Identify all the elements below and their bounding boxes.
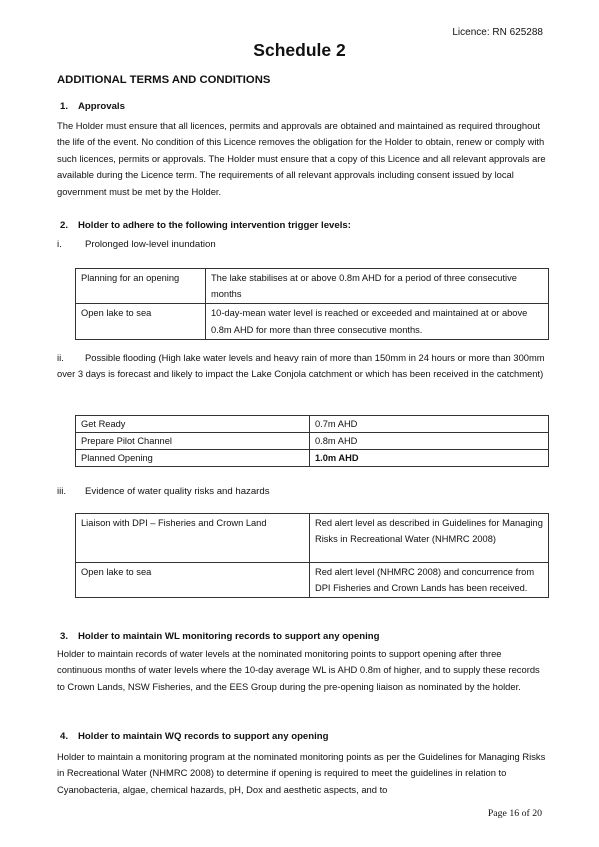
table-row (76, 304, 549, 339)
section-3-number: 3. (60, 631, 69, 642)
table-cell: Red alert level as described in Guidelines for Managing Risks in Recreational Water (NHMRC 2008) (310, 514, 549, 563)
item-i-number: i. (57, 239, 62, 250)
table-cell: 0.7m AHD (310, 416, 549, 433)
section-2-heading (57, 220, 351, 231)
section-1-body: The Holder must ensure that all licences, permits and approvals are obtained and maintained as required throughout the life of the event. No condition of this Licence removes the obligation for the Holder to obtain, renew or comply with such licences, permits or approvals. The Holder must ensure that a copy of this Licence and all relevant approvals are available during the Licence term. The requirements of all relevant approvals including consent issued by local government must be met by the Holder. (57, 120, 546, 197)
section-3-body: Holder to maintain records of water levels at the nominated monitoring points to support opening after three continuous months of water levels where the 10-day average WL is AHD 0.8m of higher, and to supply these records to Crown Lands, NSW Fisheries, and the EES Group during the pre-opening liaison as nominated by the holder. (57, 648, 540, 692)
licence-number: Licence: RN 625288 (452, 27, 543, 38)
section-4-body: Holder to maintain a monitoring program at the nominated monitoring points as per the Guidelines for Managing Risks in Recreational Water (NHMRC 2008) to determine if opening is required to meet the guidelines in relation to Cyanobacteria, algae, chemical hazards, pH, Dox and aesthetic aspects, and to (57, 751, 546, 795)
section-1-number: 1. (60, 101, 69, 112)
item-i (57, 239, 216, 250)
section-4-number: 4. (60, 731, 69, 742)
page-number: Page 16 of 20 (487, 808, 542, 819)
table-cell: 0.8m AHD (310, 433, 549, 450)
table-cell: Planned Opening (76, 450, 310, 467)
section-2-number: 2. (60, 220, 69, 231)
section-3-heading (57, 631, 380, 642)
item-ii (57, 350, 547, 383)
section-heading: ADDITIONAL TERMS AND CONDITIONS (57, 74, 271, 86)
item-ii-text: Possible flooding (High lake water levels and heavy rain of more than 150mm in 24 hours or more than 300mm over 3 days is forecast and likely to impact the Lake Conjola catchment or which has been received in the catchment) (57, 352, 545, 380)
table-cell: The lake stabilises at or above 0.8m AHD for a period of three consecutive months (206, 269, 549, 304)
table-cell: Liaison with DPI – Fisheries and Crown Land (76, 514, 310, 563)
item-i-text: Prolonged low-level inundation (85, 239, 216, 250)
table-cell: 1.0m AHD (310, 450, 549, 467)
section-1-title: Approvals (78, 101, 125, 112)
table-cell: Red alert level (NHMRC 2008) and concurrence from DPI Fisheries and Crown Lands has been received. (310, 563, 549, 598)
table-cell: Open lake to sea (76, 304, 206, 339)
item-iii-number: iii. (57, 486, 67, 497)
table-cell: Prepare Pilot Channel (76, 433, 310, 450)
table-water-quality (75, 513, 549, 598)
section-3-title: Holder to maintain WL monitoring records to support any opening (78, 631, 380, 642)
table-cell: Get Ready (76, 416, 310, 433)
item-ii-number: ii. (57, 352, 64, 363)
table-row (76, 269, 549, 304)
item-iii (57, 486, 270, 497)
table-row (76, 563, 549, 598)
table-cell: 10-day-mean water level is reached or exceeded and maintained at or above 0.8m AHD for more than three consecutive months. (206, 304, 549, 339)
section-2-title: Holder to adhere to the following intervention trigger levels: (78, 220, 351, 231)
table-cell: Open lake to sea (76, 563, 310, 598)
table-row (76, 416, 549, 433)
item-iii-text: Evidence of water quality risks and hazards (85, 486, 270, 497)
table-cell: Planning for an opening (76, 269, 206, 304)
section-4-title: Holder to maintain WQ records to support any opening (78, 731, 329, 742)
table-row (76, 433, 549, 450)
table-low-level-inundation (75, 268, 549, 340)
section-1-heading (57, 101, 125, 112)
section-4-heading (57, 731, 329, 742)
table-row (76, 514, 549, 563)
table-possible-flooding (75, 415, 549, 467)
table-row (76, 450, 549, 467)
page-title: Schedule 2 (253, 40, 346, 60)
